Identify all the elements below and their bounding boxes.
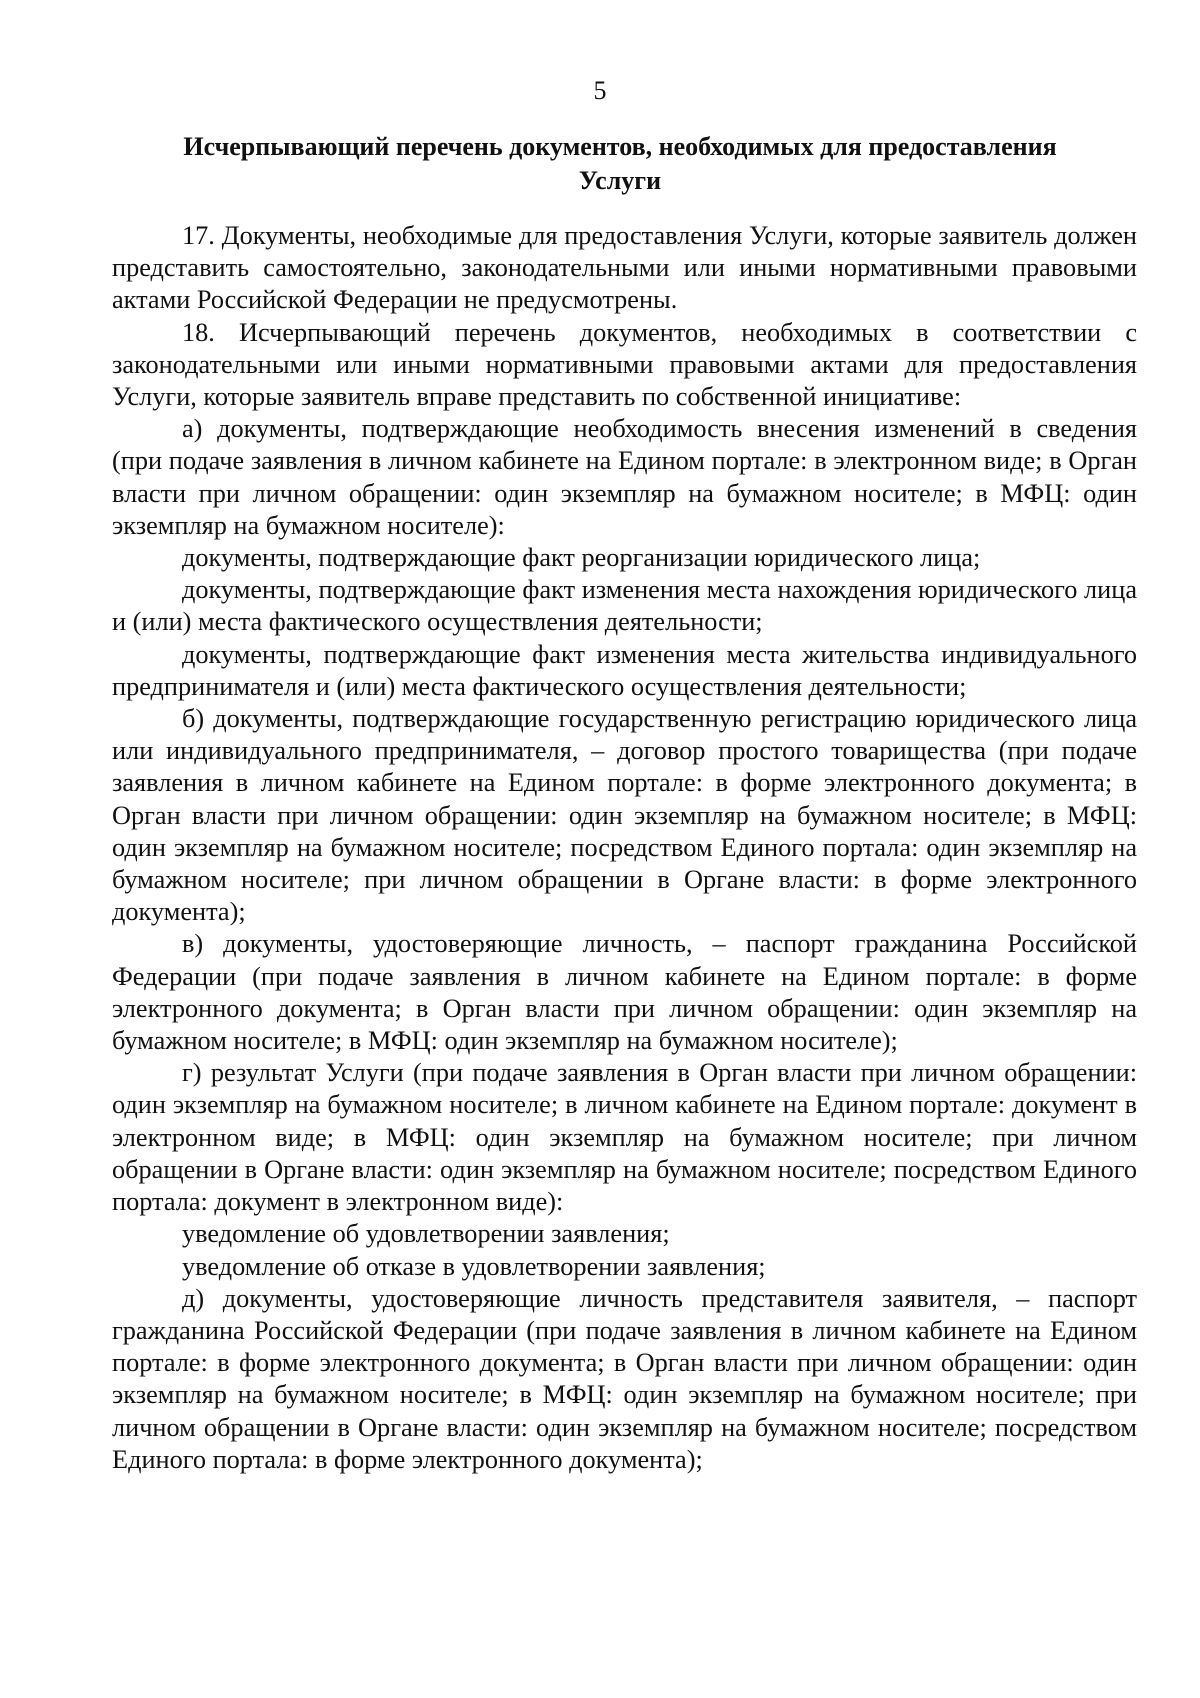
document-body (112, 220, 1137, 1476)
item-a: а) документы, подтверждающие необходимость внесения изменений в сведения (при подаче заявления в личном кабинете на Едином портале: в электронном виде; в Орган власти при личном обращении: один экземпляр на бумажном носителе; в МФЦ: один экземпляр на бумажном носителе): (112, 414, 1137, 540)
paragraph-18: 18. Исчерпывающий перечень документов, необходимых в соответствии с законодательными или иными нормативными правовыми актами для предоставления Услуги, которые заявитель вправе представить по собственной инициативе: (112, 317, 1137, 412)
item-b: б) документы, подтверждающие государственную регистрацию юридического лица или индивидуального предпринимателя, – договор простого товарищества (при подаче заявления в личном кабинете на Едином портале: в форме электронного документа; в Орган власти при личном обращении: один экземпляр на бумажном носителе; в МФЦ: один экземпляр на бумажном носителе; посредством Единого портала: один экземпляр на бумажном носителе; при личном обращении в Органе власти: в форме электронного документа); (112, 704, 1137, 927)
section-heading: Исчерпывающий перечень документов, необходимых для предоставления Услуги (183, 132, 1057, 195)
item-a-sub-3: документы, подтверждающие факт изменения места жительства индивидуального предпринимателя и (или) места фактического осуществления деятельности; (112, 639, 1137, 701)
item-a-sub-2: документы, подтверждающие факт изменения места нахождения юридического лица и (или) места фактического осуществления деятельности; (112, 575, 1137, 637)
page-number: 5 (593, 76, 607, 105)
item-v: в) документы, удостоверяющие личность, – паспорт гражданина Российской Федерации (при подаче заявления в личном кабинете на Едином портале: в форме электронного документа; в Орган власти при личном обращении: один экземпляр на бумажном носителе; в МФЦ: один экземпляр на бумажном носителе); (112, 929, 1137, 1056)
paragraph-17: 17. Документы, необходимые для предоставления Услуги, которые заявитель должен представить самостоятельно, законодательными или иными нормативными правовыми актами Российской Федерации не предусмотрены. (112, 221, 1137, 315)
item-g-sub-2: уведомление об отказе в удовлетворении заявления; (182, 1251, 766, 1281)
item-a-sub-1: документы, подтверждающие факт реорганизации юридического лица; (182, 543, 981, 573)
item-d: д) документы, удостоверяющие личность представителя заявителя, – паспорт гражданина Российской Федерации (при подаче заявления в личном кабинете на Едином портале: в форме электронного документа; в Орган власти при личном обращении: один экземпляр на бумажном носителе; в МФЦ: один экземпляр на бумажном носителе; при личном обращении в Органе власти: один экземпляр на бумажном носителе; посредством Единого портала: в форме электронного документа); (112, 1283, 1137, 1474)
item-g: г) результат Услуги (при подаче заявления в Орган власти при личном обращении: один экземпляр на бумажном носителе; в личном кабинете на Едином портале: документ в электронном виде; в МФЦ: один экземпляр на бумажном носителе; при личном обращении в Органе власти: один экземпляр на бумажном носителе; посредством Единого портала: документ в электронном виде): (112, 1058, 1137, 1217)
item-g-sub-1: уведомление об удовлетворении заявления; (182, 1219, 670, 1249)
